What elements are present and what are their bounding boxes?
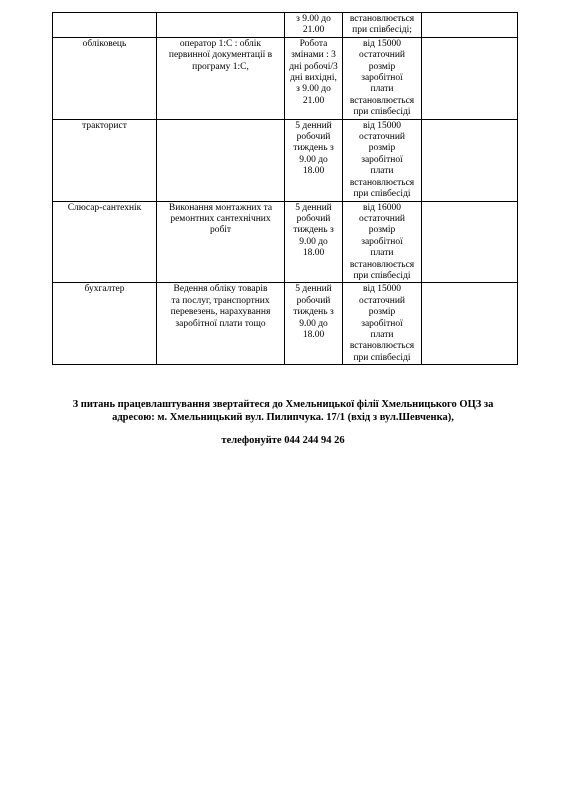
schedule-line: 5 денний: [295, 120, 332, 131]
salary-line: при співбесіді: [353, 352, 411, 363]
salary-cell: [343, 37, 422, 119]
schedule-line: тиждень з: [293, 225, 334, 236]
schedule-line: 18.00: [302, 166, 325, 177]
salary-line: встановлюється: [349, 259, 415, 270]
duties-line: оператор 1:С : облік: [179, 38, 262, 49]
extra-cell: [422, 201, 518, 283]
schedule-cell: [285, 13, 343, 38]
table-row: [53, 37, 518, 119]
schedule-line: 9.00 до: [299, 236, 328, 247]
salary-line: заробітної: [361, 236, 403, 247]
schedule-line: з 9.00 до: [296, 84, 331, 95]
salary-cell: [343, 283, 422, 365]
salary-line: при співбесіді;: [352, 25, 412, 36]
salary-line: при співбесіді: [353, 270, 411, 281]
schedule-line: робочий: [296, 213, 331, 224]
vacancies-table-body: [53, 13, 518, 365]
schedule-line: 5 денний: [295, 202, 332, 213]
schedule-line: дні вихідні,: [290, 73, 337, 84]
salary-line: заробітної: [361, 73, 403, 84]
salary-line: від 15000: [362, 284, 402, 295]
extra-cell: [422, 283, 518, 365]
salary-line: від 15000: [362, 38, 402, 49]
extra-cell: [422, 119, 518, 201]
duties-line: ремонтних сантехнічних: [170, 213, 271, 224]
duties-line: програму 1:С,: [192, 61, 249, 72]
schedule-line: змінами : 3: [291, 50, 336, 61]
salary-line: встановлюється: [349, 14, 415, 24]
position-cell: [53, 13, 157, 38]
schedule-line: 9.00 до: [299, 154, 328, 165]
duties-cell: [157, 119, 285, 201]
duties-line: та послуг, транспортних: [171, 295, 270, 306]
schedule-line: дні робочі/3: [289, 61, 338, 72]
salary-line: встановлюється: [349, 177, 415, 188]
schedule-line: 21.00: [302, 95, 325, 106]
duties-line: перевезень, нарахування: [170, 307, 271, 318]
duties-cell: [157, 13, 285, 38]
salary-line: плати: [370, 248, 394, 259]
position-text: Слюсар-сантехнік: [67, 202, 142, 213]
duties-line: Виконання монтажних та: [168, 202, 273, 213]
position-cell: [53, 37, 157, 119]
schedule-cell: [285, 119, 343, 201]
schedule-line: 21.00: [302, 25, 325, 36]
position-cell: [53, 119, 157, 201]
schedule-line: тиждень з: [293, 307, 334, 318]
duties-cell: [157, 37, 285, 119]
schedule-line: з 9.00 до: [296, 14, 331, 24]
salary-line: при співбесіді: [353, 107, 411, 118]
extra-cell: [422, 13, 518, 38]
salary-line: від 15000: [362, 120, 402, 131]
schedule-line: робочий: [296, 132, 331, 143]
position-text: бухгалтер: [84, 284, 125, 295]
salary-line: остаточний: [358, 213, 405, 224]
salary-line: заробітної: [361, 154, 403, 165]
extra-cell: [422, 37, 518, 119]
salary-line: розмір: [368, 61, 396, 72]
schedule-line: 9.00 до: [299, 318, 328, 329]
duties-line: заробітної плати тощо: [175, 318, 266, 329]
duties-line: первинної документації в: [168, 50, 273, 61]
schedule-line: робочий: [296, 295, 331, 306]
duties-cell: [157, 283, 285, 365]
contact-phone: телефонуйте 044 244 94 26: [221, 435, 345, 446]
table-row: [53, 283, 518, 365]
table-row: [53, 201, 518, 283]
contact-info: [60, 398, 506, 424]
duties-line: Ведення обліку товарів: [173, 284, 268, 295]
position-text: обліковець: [82, 38, 127, 49]
salary-cell: [343, 119, 422, 201]
schedule-cell: [285, 201, 343, 283]
duties-line: робіт: [209, 225, 232, 236]
salary-line: плати: [370, 329, 394, 340]
salary-line: розмір: [368, 307, 396, 318]
schedule-line: 18.00: [302, 248, 325, 259]
salary-line: при співбесіді: [353, 189, 411, 200]
position-cell: [53, 201, 157, 283]
duties-cell: [157, 201, 285, 283]
schedule-line: Робота: [299, 38, 328, 49]
table-row: [53, 13, 518, 38]
salary-line: встановлюється: [349, 95, 415, 106]
salary-line: розмір: [368, 225, 396, 236]
schedule-line: 18.00: [302, 329, 325, 340]
salary-line: остаточний: [358, 295, 405, 306]
salary-line: від 16000: [362, 202, 402, 213]
position-cell: [53, 283, 157, 365]
vacancies-table: [52, 12, 518, 365]
salary-line: остаточний: [358, 50, 405, 61]
salary-line: встановлюється: [349, 341, 415, 352]
schedule-line: 5 денний: [295, 284, 332, 295]
salary-line: розмір: [368, 143, 396, 154]
salary-line: заробітної: [361, 318, 403, 329]
salary-cell: [343, 201, 422, 283]
salary-cell: [343, 13, 422, 38]
contact-line-1: З питань працевлаштування звертайтеся до Хмельницької філії Хмельницького ОЦЗ за: [72, 399, 494, 410]
salary-line: остаточний: [358, 132, 405, 143]
schedule-line: тиждень з: [293, 143, 334, 154]
position-text: тракторист: [82, 120, 127, 131]
schedule-cell: [285, 37, 343, 119]
salary-line: плати: [370, 84, 394, 95]
salary-line: плати: [370, 166, 394, 177]
contact-line-2: адресою: м. Хмельницький вул. Пилипчука. 17/1 (вхід з вул.Шевченка),: [112, 412, 454, 423]
table-row: [53, 119, 518, 201]
schedule-cell: [285, 283, 343, 365]
